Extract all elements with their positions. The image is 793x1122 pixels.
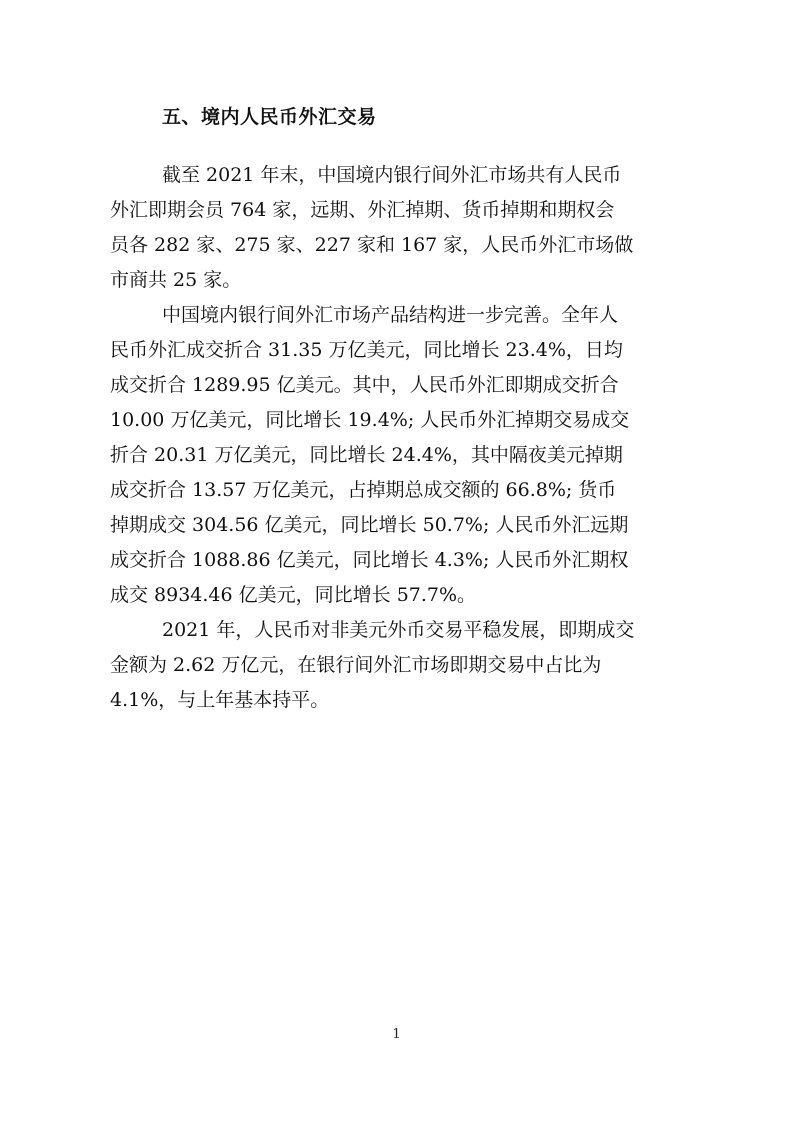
text-line: 成交 8934.46 亿美元，同比增长 57.7%。 [110, 584, 477, 606]
paragraph-member-counts [110, 158, 675, 298]
text-line: 民币外汇成交折合 31.35 万亿美元，同比增长 23.4%，日均 [110, 339, 623, 361]
paragraph-trading-volume [110, 298, 675, 613]
text-line: 外汇即期会员 764 家，远期、外汇掉期、货币掉期和期权会 [110, 199, 615, 221]
page-number: 1 [392, 1027, 401, 1042]
text-line: 金额为 2.62 万亿元，在银行间外汇市场即期交易中占比为 [110, 654, 602, 676]
text-line: 员各 282 家、275 家、227 家和 167 家，人民币外汇市场做 [110, 234, 634, 256]
text-line: 成交折合 1088.86 亿美元，同比增长 4.3%; 人民币外汇期权 [110, 549, 629, 571]
text-line: 掉期成交 304.56 亿美元，同比增长 50.7%; 人民币外汇远期 [110, 514, 629, 536]
section-heading: 五、境内人民币外汇交易 [162, 106, 377, 128]
text-line: 4.1%，与上年基本持平。 [110, 689, 330, 711]
body-text [110, 158, 675, 718]
text-line: 成交折合 1289.95 亿美元。其中，人民币外汇即期成交折合 [110, 374, 619, 396]
text-line: 市商共 25 家。 [110, 269, 242, 291]
text-line: 2021 年，人民币对非美元外币交易平稳发展，即期成交 [162, 619, 635, 641]
text-line: 折合 20.31 万亿美元，同比增长 24.4%，其中隔夜美元掉期 [110, 444, 623, 466]
text-line: 成交折合 13.57 万亿美元，占掉期总成交额的 66.8%; 货币 [110, 479, 617, 501]
text-line: 截至 2021 年末，中国境内银行间外汇市场共有人民币 [162, 164, 622, 186]
text-line: 10.00 万亿美元，同比增长 19.4%; 人民币外汇掉期交易成交 [110, 409, 630, 431]
text-line: 中国境内银行间外汇市场产品结构进一步完善。全年人 [162, 304, 619, 326]
paragraph-non-usd-trading [110, 613, 675, 718]
